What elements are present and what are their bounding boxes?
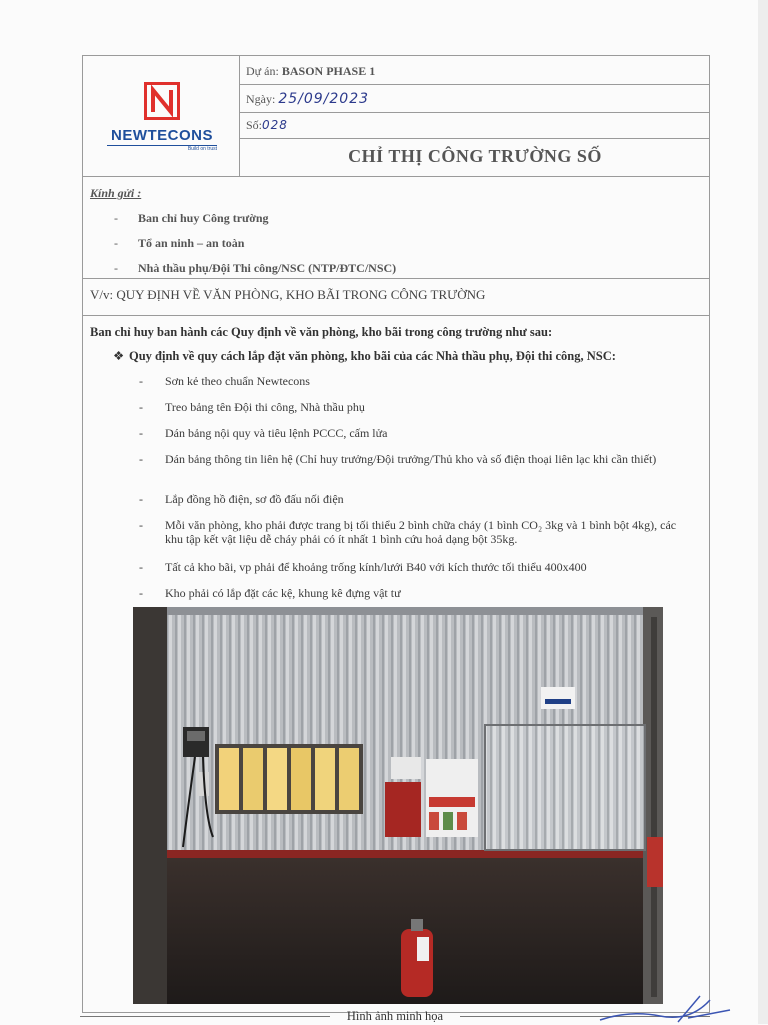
header-divider	[239, 84, 709, 85]
section-heading	[113, 348, 616, 364]
date-label: Ngày:	[246, 92, 276, 106]
rule-text: Lắp đồng hồ điện, sơ đồ đấu nối điện	[165, 492, 344, 506]
recipient-item: - Ban chỉ huy Công trường	[114, 211, 269, 225]
rule-text: Tất cả kho bãi, vp phải để khoảng trống kính/lưới B40 với kích thước tối thiểu 400x400	[165, 560, 587, 574]
number-value: 028	[262, 118, 288, 132]
rule-text: Sơn kẻ theo chuẩn Newtecons	[165, 374, 310, 388]
brand-name: NEWTECONS	[111, 127, 213, 144]
number-field	[246, 118, 288, 133]
section-divider	[83, 278, 709, 279]
signature-mark	[590, 992, 740, 1024]
recipient-item: - Nhà thầu phụ/Đội Thi công/NSC (NTP/ĐTC/NSC)	[114, 261, 397, 275]
subject-line: V/v: QUY ĐỊNH VỀ VĂN PHÒNG, KHO BÃI TRONG CÔNG TRƯỜNG	[90, 287, 486, 302]
section-title: Quy định về quy cách lắp đặt văn phòng, kho bãi của các Nhà thầu phụ, Đội thi công, NSC:	[129, 349, 616, 363]
number-label: Số:	[246, 118, 263, 132]
project-field	[246, 64, 375, 79]
recipient-text: Nhà thầu phụ/Đội Thi công/NSC (NTP/ĐTC/NSC)	[138, 261, 397, 275]
recipient-text: Ban chỉ huy Công trường	[138, 211, 269, 225]
rule-text: Kho phải có lắp đặt các kệ, khung kê đựng vật tư	[165, 586, 401, 600]
rule-text: Mỗi văn phòng, kho phải được trang bị tối thiểu 2 bình chữa cháy (1 bình CO₂ 3kg và 1 bình bột 4kg), các khu tập kết vật liệu dễ cháy phải có ít nhất 1 bình cứu hoả dạng bột 35kg.	[165, 518, 677, 546]
header-divider	[239, 138, 709, 139]
recipients-label: Kính gửi :	[90, 186, 142, 200]
site-office-photo	[133, 607, 663, 1004]
site-instruction-document: NEWTECONS Build on trust Dự án: BASON PHASE 1 Ngày: 25/09/2023 Số:028 CHỈ THỊ CÔNG TRƯỜNG SỐ Kính gửi : - Ban chỉ huy Công trường - Tổ an ninh – an toàn - Nhà thầu phụ/Đội Thi công/NSC (NTP/ĐTC/NSC) V/v: QUY ĐỊNH VỀ VĂN PHÒNG, KHO BÃI TRONG CÔNG TRƯỜNG Ban chỉ huy ban hành các Quy định về văn phòng, kho bãi trong công trường như sau: ❖ Quy định về quy cách lắp đặt văn phòng, kho bãi của các Nhà thầu phụ, Đội thi công, NSC: - Sơn kẻ theo chuẩn Newtecons - Treo bảng tên Đội thi công, Nhà thầu phụ - Dán bảng nội quy và tiêu lệnh PCCC, cấm lửa - Dán bảng thông tin liên hệ (Chỉ huy trưởng/Đội trưởng/Thủ kho và số điện thoại liên lạc khi cần thiết) - Lắp đồng hồ điện, sơ đồ đấu nối điện - Mỗi văn phòng, kho phải được trang bị tối thiểu 2 bình chữa cháy (1 bình CO₂ 3kg và 1 bình bột 4kg), các khu tập kết vật liệu dễ cháy phải có ít nhất 1 bình cứu hoả dạng bột 35kg. - Tất cả kho bãi, vp phải để khoảng trống kính/lưới B40 với kích thước tối thiểu 400x400 - Kho phải có lắp đặt các kệ, khung kê đựng vật tư	[82, 55, 710, 1013]
project-label: Dự án:	[246, 64, 279, 78]
recipient-text: Tổ an ninh – an toàn	[138, 236, 245, 250]
section-divider	[83, 176, 709, 177]
header-divider	[239, 112, 709, 113]
newtecons-logo-icon	[144, 82, 180, 120]
section-divider	[83, 315, 709, 316]
project-value: BASON PHASE 1	[281, 64, 376, 78]
caption-rule	[80, 1016, 330, 1017]
date-field	[246, 91, 369, 107]
diamond-bullet-icon: ❖	[113, 349, 125, 363]
intro-text: Ban chỉ huy ban hành các Quy định về văn phòng, kho bãi trong công trường như sau:	[90, 325, 553, 339]
caption-text: Hình ảnh minh họa	[346, 1009, 444, 1023]
scan-edge	[758, 0, 768, 1024]
brand-tagline: Build on trust	[187, 146, 217, 152]
rule-text: Dán bảng thông tin liên hệ (Chỉ huy trưởng/Đội trưởng/Thủ kho và số điện thoại liên lạc khi cần thiết)	[165, 452, 657, 466]
date-value: 25/09/2023	[278, 91, 370, 107]
document-title: CHỈ THỊ CÔNG TRƯỜNG SỐ	[348, 146, 602, 166]
rule-text: Dán bảng nội quy và tiêu lệnh PCCC, cấm lửa	[165, 426, 388, 440]
recipient-item: - Tổ an ninh – an toàn	[114, 236, 245, 250]
rule-text: Treo bảng tên Đội thi công, Nhà thầu phụ	[165, 400, 365, 414]
newtecons-logo	[103, 82, 221, 152]
site-office-illustration	[133, 607, 663, 1004]
